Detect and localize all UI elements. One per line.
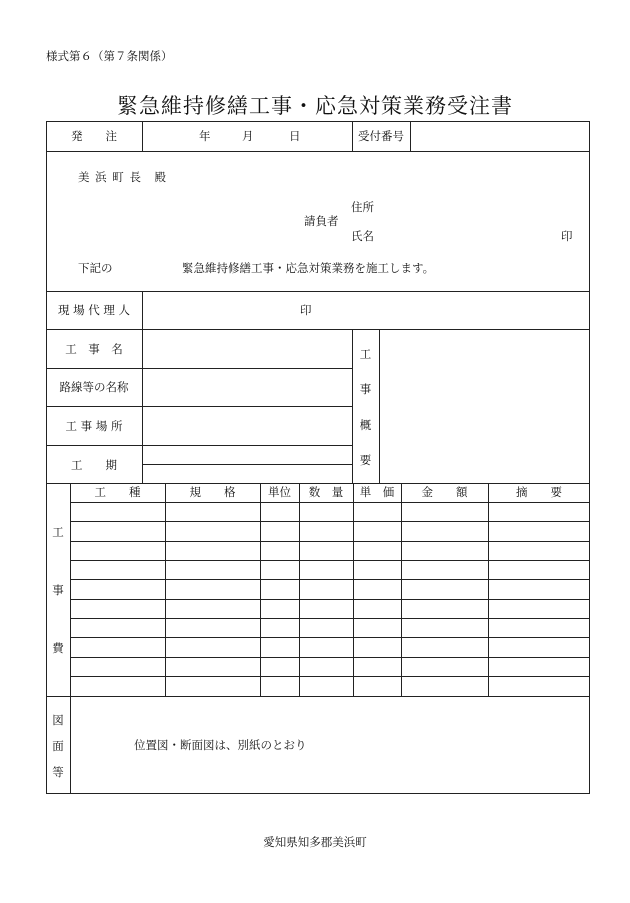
cost-cell-quantity[interactable] bbox=[300, 503, 353, 521]
cost-cell-amount[interactable] bbox=[402, 638, 488, 657]
cost-cell-amount[interactable] bbox=[402, 542, 488, 560]
contractor-name-label: 氏名 bbox=[351, 229, 374, 243]
cost-cell-spec[interactable] bbox=[166, 619, 260, 637]
cost-cell-unit-price[interactable] bbox=[354, 600, 401, 618]
cost-cell-unit[interactable] bbox=[261, 600, 299, 618]
work-summary-label-1: 工 bbox=[359, 347, 372, 361]
cost-cell-work-type[interactable] bbox=[71, 677, 165, 696]
cost-cell-amount[interactable] bbox=[402, 503, 488, 521]
drawings-side-label-3: 等 bbox=[52, 765, 64, 779]
cost-cell-unit[interactable] bbox=[261, 522, 299, 541]
work-place-field[interactable] bbox=[143, 407, 352, 445]
cost-cell-unit-price[interactable] bbox=[354, 561, 401, 579]
cost-header-unit-price: 単 価 bbox=[359, 485, 395, 499]
cost-cell-quantity[interactable] bbox=[300, 580, 353, 599]
cost-cell-unit-price[interactable] bbox=[354, 580, 401, 599]
cost-cell-amount[interactable] bbox=[402, 561, 488, 579]
cost-cell-unit-price[interactable] bbox=[354, 522, 401, 541]
cost-header-spec: 規 格 bbox=[189, 485, 236, 499]
cost-cell-amount[interactable] bbox=[402, 522, 488, 541]
drawings-side-label-2: 面 bbox=[52, 739, 64, 753]
statement-prefix: 下記の bbox=[78, 261, 113, 275]
drawings-side-label-1: 図 bbox=[52, 713, 64, 727]
work-summary-label-4: 要 bbox=[359, 453, 372, 467]
cost-cell-work-type[interactable] bbox=[71, 522, 165, 541]
cost-side-label-2: 事 bbox=[52, 583, 64, 597]
order-year-label: 年 bbox=[199, 129, 211, 143]
cost-cell-work-type[interactable] bbox=[71, 638, 165, 657]
cost-cell-remarks[interactable] bbox=[489, 580, 590, 599]
form-number-label: 様式第６（第７条関係） bbox=[46, 49, 173, 63]
cost-cell-unit[interactable] bbox=[261, 503, 299, 521]
cost-cell-unit[interactable] bbox=[261, 677, 299, 696]
work-period-label: 工 期 bbox=[71, 458, 117, 472]
work-summary-field[interactable] bbox=[380, 330, 589, 483]
cost-cell-quantity[interactable] bbox=[300, 619, 353, 637]
receipt-number-label: 受付番号 bbox=[358, 129, 404, 143]
cost-cell-remarks[interactable] bbox=[489, 561, 590, 579]
cost-cell-unit-price[interactable] bbox=[354, 503, 401, 521]
cost-header-unit: 単位 bbox=[268, 485, 291, 499]
cost-cell-unit-price[interactable] bbox=[354, 677, 401, 696]
cost-cell-unit[interactable] bbox=[261, 658, 299, 676]
cost-cell-unit[interactable] bbox=[261, 561, 299, 579]
drawings-note: 位置図・断面図は、別紙のとおり bbox=[134, 738, 307, 752]
cost-cell-work-type[interactable] bbox=[71, 503, 165, 521]
cost-cell-remarks[interactable] bbox=[489, 658, 590, 676]
cost-cell-unit-price[interactable] bbox=[354, 619, 401, 637]
cost-cell-quantity[interactable] bbox=[300, 522, 353, 541]
work-place-label: 工 事 場 所 bbox=[65, 419, 123, 433]
work-period-end-field[interactable] bbox=[143, 465, 352, 483]
contractor-role-label: 請負者 bbox=[304, 214, 339, 228]
cost-cell-remarks[interactable] bbox=[489, 600, 590, 618]
work-summary-label-2: 事 bbox=[359, 382, 372, 396]
cost-cell-unit[interactable] bbox=[261, 542, 299, 560]
cost-cell-work-type[interactable] bbox=[71, 542, 165, 560]
cost-cell-spec[interactable] bbox=[166, 522, 260, 541]
cost-cell-quantity[interactable] bbox=[300, 561, 353, 579]
cost-cell-remarks[interactable] bbox=[489, 638, 590, 657]
order-day-label: 日 bbox=[289, 129, 301, 143]
cost-cell-remarks[interactable] bbox=[489, 542, 590, 560]
cost-cell-amount[interactable] bbox=[402, 600, 488, 618]
cost-cell-remarks[interactable] bbox=[489, 677, 590, 696]
cost-cell-quantity[interactable] bbox=[300, 658, 353, 676]
cost-cell-amount[interactable] bbox=[402, 619, 488, 637]
order-label: 発 注 bbox=[71, 129, 117, 143]
contractor-seal: 印 bbox=[561, 229, 573, 243]
cost-cell-work-type[interactable] bbox=[71, 658, 165, 676]
cost-cell-remarks[interactable] bbox=[489, 503, 590, 521]
cost-cell-amount[interactable] bbox=[402, 580, 488, 599]
cost-cell-quantity[interactable] bbox=[300, 677, 353, 696]
route-name-label: 路線等の名称 bbox=[59, 380, 129, 394]
cost-cell-unit-price[interactable] bbox=[354, 542, 401, 560]
cost-header-remarks: 摘 要 bbox=[516, 485, 562, 499]
site-agent-field[interactable] bbox=[143, 292, 589, 329]
cost-cell-work-type[interactable] bbox=[71, 600, 165, 618]
work-name-label: 工 事 名 bbox=[65, 342, 123, 356]
cost-header-amount: 金 額 bbox=[421, 485, 468, 499]
site-agent-seal: 印 bbox=[300, 303, 312, 317]
cost-cell-spec[interactable] bbox=[166, 658, 260, 676]
cost-cell-unit-price[interactable] bbox=[354, 658, 401, 676]
site-agent-label: 現 場 代 理 人 bbox=[57, 303, 131, 317]
cost-cell-spec[interactable] bbox=[166, 600, 260, 618]
cost-cell-quantity[interactable] bbox=[300, 638, 353, 657]
issuer-footer: 愛知県知多郡美浜町 bbox=[263, 835, 367, 849]
cost-header-quantity: 数 量 bbox=[308, 485, 344, 499]
cost-cell-spec[interactable] bbox=[166, 677, 260, 696]
cost-cell-unit-price[interactable] bbox=[354, 638, 401, 657]
cost-cell-remarks[interactable] bbox=[489, 619, 590, 637]
cost-cell-work-type[interactable] bbox=[71, 561, 165, 579]
cost-cell-amount[interactable] bbox=[402, 658, 488, 676]
work-name-field[interactable] bbox=[143, 330, 352, 368]
cost-cell-spec[interactable] bbox=[166, 503, 260, 521]
cost-cell-amount[interactable] bbox=[402, 677, 488, 696]
cost-cell-unit[interactable] bbox=[261, 638, 299, 657]
route-name-field[interactable] bbox=[143, 369, 352, 406]
cost-header-work-type: 工 種 bbox=[94, 485, 141, 499]
cost-cell-unit[interactable] bbox=[261, 580, 299, 599]
addressee: 美 浜 町 長 殿 bbox=[78, 170, 167, 184]
order-form-table bbox=[46, 121, 590, 794]
cost-cell-quantity[interactable] bbox=[300, 542, 353, 560]
order-month-label: 月 bbox=[242, 129, 254, 143]
contractor-address-label: 住所 bbox=[351, 200, 374, 214]
cost-side-label-3: 費 bbox=[52, 641, 64, 655]
cost-cell-spec[interactable] bbox=[166, 542, 260, 560]
cost-cell-quantity[interactable] bbox=[300, 600, 353, 618]
document-title: 緊急維持修繕工事・応急対策業務受注書 bbox=[117, 94, 513, 118]
cost-cell-spec[interactable] bbox=[166, 580, 260, 599]
cost-cell-spec[interactable] bbox=[166, 561, 260, 579]
work-period-start-field[interactable] bbox=[143, 446, 352, 464]
cost-cell-work-type[interactable] bbox=[71, 580, 165, 599]
statement-text: 緊急維持修繕工事・応急対策業務を施工します。 bbox=[182, 261, 435, 275]
cost-cell-work-type[interactable] bbox=[71, 619, 165, 637]
cost-cell-spec[interactable] bbox=[166, 638, 260, 657]
work-summary-label-3: 概 bbox=[359, 418, 372, 432]
cost-cell-unit[interactable] bbox=[261, 619, 299, 637]
cost-side-label-1: 工 bbox=[52, 525, 64, 539]
cost-cell-remarks[interactable] bbox=[489, 522, 590, 541]
